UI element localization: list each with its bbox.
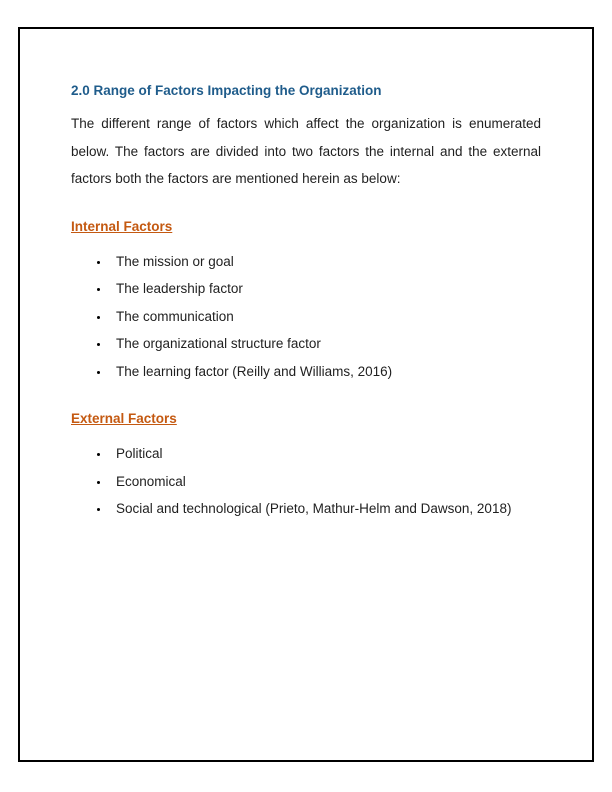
list-item: • The leadership factor: [110, 275, 541, 303]
document-content: [71, 82, 541, 523]
list-item: • The organizational structure factor: [110, 330, 541, 358]
external-factors-list: [71, 440, 541, 523]
internal-factors-list: [71, 248, 541, 386]
external-factors-heading: External Factors: [71, 411, 177, 426]
intro-paragraph: The different range of factors which affect the organization is enumerated below. The factors are divided into two factors the internal and the external factors both the factors are mentioned herein as below:: [71, 116, 541, 186]
list-item: • The learning factor (Reilly and Williams, 2016): [110, 358, 541, 386]
section-heading: 2.0 Range of Factors Impacting the Organization: [71, 83, 382, 98]
list-item: • Economical: [110, 468, 541, 496]
list-item: • The mission or goal: [110, 248, 541, 276]
list-item: • The communication: [110, 303, 541, 331]
list-item: • Political: [110, 440, 541, 468]
internal-factors-heading: Internal Factors: [71, 218, 173, 234]
list-item: • Social and technological (Prieto, Mathur-Helm and Dawson, 2018): [110, 495, 541, 523]
